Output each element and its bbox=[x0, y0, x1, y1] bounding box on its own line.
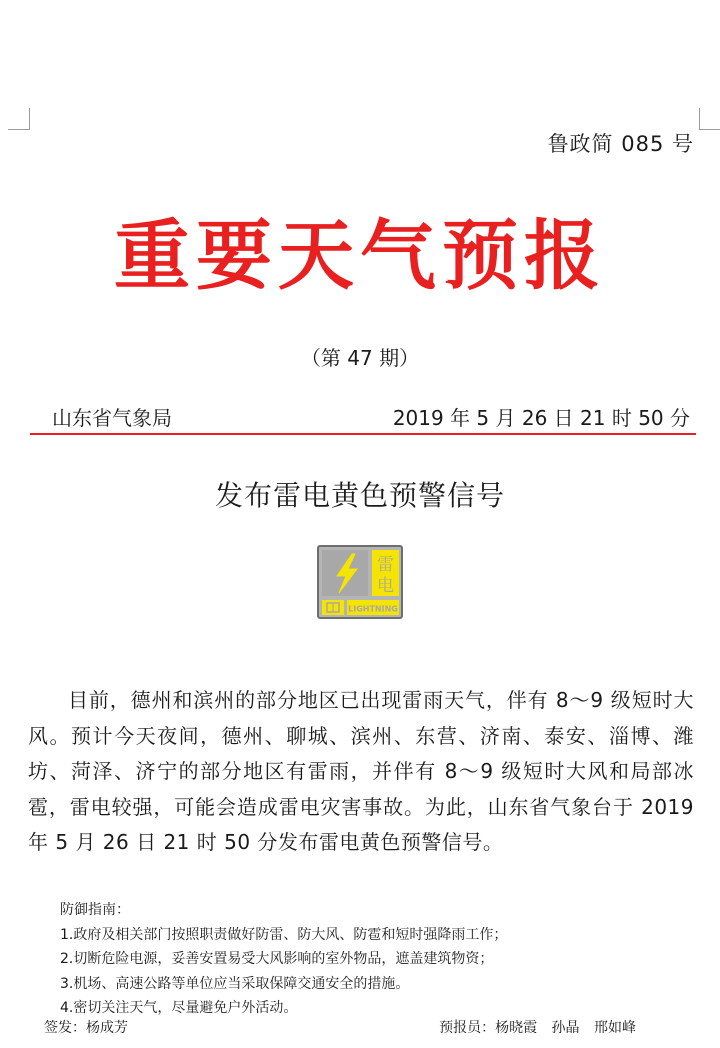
crop-mark-right-h bbox=[699, 129, 720, 130]
header-divider bbox=[30, 433, 696, 435]
guide-item: 4.密切关注天气，尽量避免户外活动。 bbox=[60, 1000, 298, 1016]
guide-item: 3.机场、高速公路等单位应当采取保障交通安全的措施。 bbox=[60, 975, 410, 992]
signer bbox=[44, 1017, 128, 1037]
signal-label: LIGHTNING bbox=[348, 604, 398, 614]
document-number: 鲁政简 085 号 bbox=[547, 132, 694, 156]
guide-item: 1.政府及相关部门按照职责做好防雷、防大风、防雹和短时强降雨工作； bbox=[60, 926, 508, 943]
issuer-row bbox=[52, 402, 690, 431]
guide-heading: 防御指南： bbox=[60, 902, 130, 918]
forecaster-name: 杨晓霞 bbox=[495, 1020, 538, 1036]
warning-subtitle: 发布雷电黄色预警信号 bbox=[214, 479, 505, 512]
footer-signatures bbox=[44, 1017, 636, 1037]
signer-label: 签发： bbox=[44, 1020, 86, 1036]
crop-mark-left-v bbox=[29, 108, 30, 130]
lightning-yellow-warning-icon bbox=[317, 545, 403, 619]
signer-name: 杨成芳 bbox=[86, 1020, 128, 1036]
crop-mark-left-h bbox=[8, 129, 30, 130]
forecasters bbox=[439, 1017, 636, 1037]
defense-guide bbox=[60, 898, 696, 1021]
signal-char-bottom: 电 bbox=[377, 576, 394, 596]
issue-number: （第 47 期） bbox=[300, 346, 420, 370]
forecaster-label: 预报员： bbox=[439, 1020, 496, 1036]
forecaster-name: 邢如峰 bbox=[594, 1020, 636, 1036]
signal-char-top: 雷 bbox=[377, 555, 394, 575]
main-title: 重要天气预报 bbox=[114, 211, 606, 300]
issue-datetime: 2019 年 5 月 26 日 21 时 50 分 bbox=[392, 406, 690, 430]
issuer-name: 山东省气象局 bbox=[52, 406, 172, 430]
crop-mark-right-v bbox=[699, 108, 700, 130]
body-paragraph: 目前，德州和滨州的部分地区已出现雷雨天气，伴有 8～9 级短时大风。预计今天夜间，德州、聊城、滨州、东营、济南、泰安、淄博、潍坊、菏泽、济宁的部分地区有雷雨，并伴有 8～9 级短时大风和局部冰雹，雷电较强，可能会造成雷电灾害事故。为此，山东省气象台于 2019 年 5 月 26 日 21 时 50 分发布雷电黄色预警信号。 bbox=[28, 688, 694, 854]
forecaster-name: 孙晶 bbox=[551, 1020, 580, 1036]
guide-item: 2.切断危险电源，妥善安置易受大风影响的室外物品，遮盖建筑物资； bbox=[60, 951, 494, 967]
